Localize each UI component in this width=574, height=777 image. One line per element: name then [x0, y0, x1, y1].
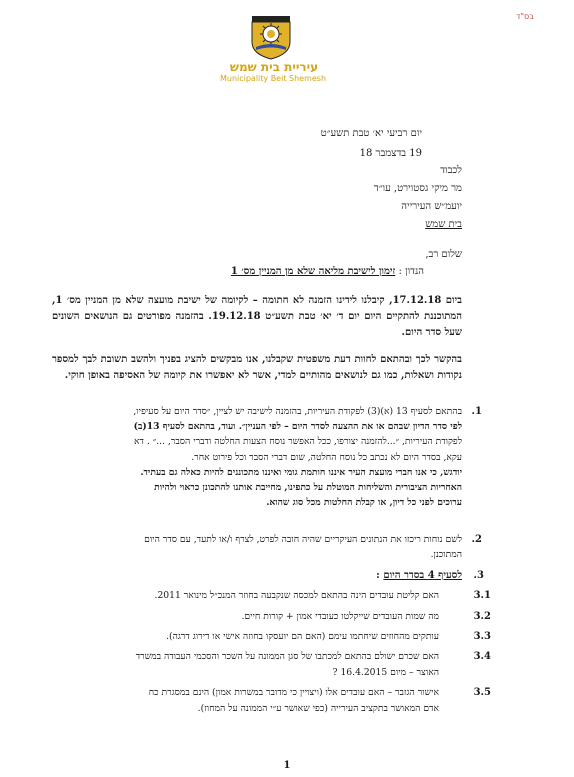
subitem-number: 3.4: [473, 651, 491, 662]
subitem-number: 3.1: [473, 590, 491, 601]
list-item-line: יודגש, כי אנו חברי מועצת העיר איננו חותמת גומי ואיננו מתכוננים להיות כאלה גם בעתיד.: [140, 466, 462, 478]
municipality-name-en: Municipality Beit Shemesh: [219, 74, 327, 83]
greeting: שלום רב,: [425, 249, 462, 260]
corner-label: בס"ד: [516, 12, 534, 21]
subitem-line: אדם המאושר בתקציב העירייה (כפי שאושר ע״י הממונה על המחוז).: [197, 703, 439, 714]
subitem-number: 3.3: [473, 631, 491, 642]
subitem-line: מה שמות העובדים שייקלטו כעובדי אמון + קורות חיים.: [241, 611, 439, 622]
subitem-number: 3.5: [473, 687, 491, 698]
recipient-salutation: לכבוד: [440, 165, 462, 176]
municipality-name-he: עיריית בית שמש: [229, 60, 319, 74]
subitem-line: האוצר – מיום 16.4.2015 ?: [332, 667, 439, 678]
subitem-number: 3.2: [473, 611, 491, 622]
list-item-number: 1.: [471, 406, 482, 417]
subject-line: [231, 265, 424, 278]
page-number: 1: [283, 760, 291, 771]
recipient-city: בית שמש: [425, 219, 462, 230]
subject-label: הנדון :: [398, 266, 424, 277]
subject-text: זימון לישיבת מליאה שלא מן המניין מס׳ 1: [230, 266, 396, 277]
paragraph-1: ביום 17.12.18, קיבלנו לידינו הזמנה לא חתומה – לקיומה של ישיבת מועצה שלא מן המניין מס׳ 1, המתוכננת להתקיים היום יום ד׳ יא׳ טבת תשע״ט 19.12.18. בהזמנה מפורטים גם הנושאים השונים שעל סדר היום.: [52, 295, 462, 338]
subitem-line: האם קליטת עובדים הינה בהתאם למכסה שנקבעה בחוזר המנכ״ל מינואר 2011.: [154, 590, 439, 601]
subitem-line: האם שכרם ישולם בהתאם למכתבו של סגן הממונה על השכר והסכמי העבודה במשרד: [135, 651, 439, 662]
list-item-number: 2.: [471, 534, 482, 545]
municipality-logo: [246, 14, 296, 60]
section-title-text: לסעיף 4 בסדר היום: [383, 570, 462, 581]
section-3-title: 3. לסעיף 4 בסדר היום :: [376, 570, 484, 581]
list-item-1: [52, 404, 482, 510]
list-item-line: לפי סדר הדיון שבהם או את ההצעה לסדר היום – לפי העניין״. ועוד, בהתאם לסעיף 13(ב): [133, 421, 462, 433]
paragraph-2: בהקשר לכך ובהתאם לחוות דעת משפטית שקבלנו, אנו מבקשים להציג בפניך ולהשב תשובת לבך למספר נקודות ושאלות, כמו גם לנושאים מהותיים למדי, אשר לא יאפשרו את קיומה של האסיפה באופן חוקי.: [52, 354, 462, 381]
subitem-line: אישור הגזבר – האם עובדים אלו (ויצויין כי מדובר במשרות אמון) הינם במסגרת כח: [148, 687, 439, 698]
subitem-3-5: [51, 685, 491, 717]
section-number: 3.: [473, 570, 484, 581]
list-item-2: [52, 532, 482, 562]
subitem-3-2: [51, 609, 491, 625]
subitem-3-3: [51, 629, 491, 645]
list-item-line: המתוכנן.: [430, 549, 462, 561]
subitem-3-1: [51, 588, 491, 604]
list-item-line: לשם נוחות ריכזו את הנתונים העיקריים שהיה חובה לפרט, לצרף ו/או לתעד, עם סדר היום: [144, 534, 462, 545]
recipient-name: מר מיקי גסטוירט, עו״ד: [373, 183, 462, 194]
date-hebrew: יום רביעי יא׳ טבת תשע״ט: [320, 128, 422, 139]
date-gregorian: 19 בדצמבר 18: [359, 148, 422, 159]
subitem-3-4: [51, 649, 491, 681]
list-item-line: ערוכים לפני כל דיון, או קבלת החלטות מכל סוג שהוא.: [266, 497, 462, 509]
list-item-line: בהתאם לסעיף 13 (א)(3) לפקודת העיריות, בהזמנה לישיבה יש לציין, ״סדר היום על סעיפיו,: [133, 406, 462, 417]
list-item-line: האחריות הציבורית והשליחות המוטלת על כתפינו, מחייבת אותנו להתכונן כראוי ולהיות: [154, 482, 462, 494]
recipient-role: יועמ״ש העירייה: [401, 201, 462, 212]
subitem-line: עותקים מהחוזים שיחתמו עימם (האם הם יועסקו בחוזה אישי או דירוג דרגה).: [166, 631, 439, 642]
municipality-emblem-icon: [246, 14, 296, 60]
list-item-line: לפקודת העיריות, ״...להזמנה יצורפו, ככל האפשר נוסח הצעות החלטה ודברי הסבר, ...״ . דא: [134, 436, 462, 448]
list-item-line: עקא, בסדר היום לא נכתב כל נוסח החלטה, שום דברי הסבר וכל פירוט אחר.: [191, 451, 462, 463]
